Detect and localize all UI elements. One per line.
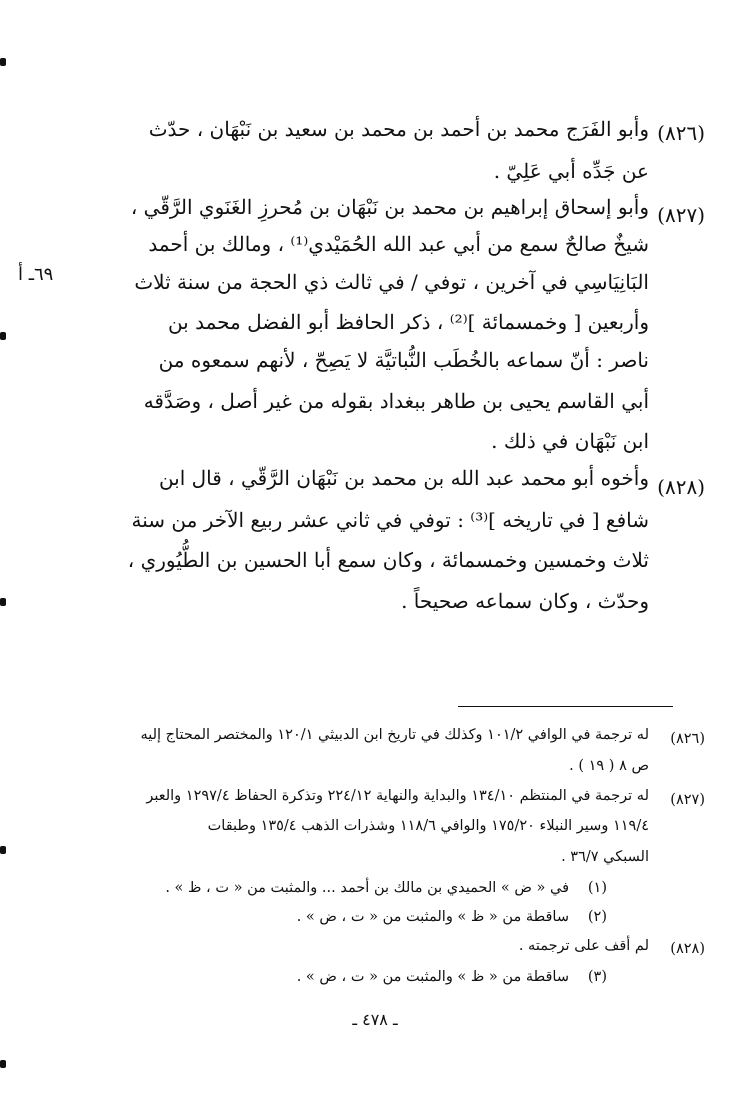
binder-mark bbox=[0, 332, 6, 340]
footnote-line: في « ض » الحميدي بن مالك بن أحمد ... والمثبت من « ت ، ظ » . bbox=[165, 880, 569, 896]
entry-line: البَانِيَاسِي في آخرين ، توفي / في ثالث ذي الحجة من سنة ثلاث bbox=[134, 270, 649, 294]
footnote-number: (٨٢٦) bbox=[670, 731, 705, 747]
entry-line: ابن نَبْهَان في ذلك . bbox=[491, 429, 649, 453]
entry-line: شافع [ في تاريخه ]⁽³⁾ : توفي في ثاني عشر ربيع الآخر من سنة bbox=[131, 508, 649, 532]
entry-line: وأخوه أبو محمد عبد الله بن محمد بن نَبْهَان الرَّقّي ، قال ابن bbox=[158, 466, 649, 490]
footnote-line: ساقطة من « ظ » والمثبت من « ت ، ض » . bbox=[296, 909, 569, 925]
footnote-number: (٢) bbox=[587, 909, 607, 925]
entry-line: عن جَدِّه أبي عَلِيّ . bbox=[493, 159, 649, 183]
binder-mark bbox=[0, 598, 6, 606]
entry-line: ثلاث وخمسين وخمسمائة ، وكان سمع أبا الحسين بن الطُّيُوري ، bbox=[127, 548, 649, 572]
margin-folio-note: ٦٩ـ أ bbox=[18, 264, 54, 285]
footnote-line: ١١٩/٤ وسير النبلاء ١٧٥/٢٠ والوافي ١١٨/٦ وشذرات الذهب ١٣٥/٤ وطبقات bbox=[207, 818, 649, 834]
binder-mark bbox=[0, 1060, 6, 1068]
entry-line: وأربعين [ وخمسمائة ]⁽²⁾ ، ذكر الحافظ أبو الفضل محمد بن bbox=[167, 310, 649, 334]
footnote-line: السبكي ٣٦/٧ . bbox=[561, 849, 649, 865]
footnote-line: ساقطة من « ظ » والمثبت من « ت ، ض » . bbox=[296, 969, 569, 985]
entry-number: (٨٢٧) bbox=[657, 203, 705, 227]
footnote-line: له ترجمة في المنتظم ١٣٤/١٠ والبداية والنهاية ٢٢٤/١٢ وتذكرة الحفاظ ١٢٩٧/٤ والعبر bbox=[146, 788, 649, 804]
entry-line: ناصر : أنّ سماعه بالخُطَب النُّباتيَّة لا يَصِحّ ، لأنهم سمعوه من bbox=[158, 348, 649, 372]
footnote-line: له ترجمة في الوافي ١٠١/٢ وكذلك في تاريخ ابن الدبيثي ١٢٠/١ والمختصر المحتاج إليه bbox=[140, 727, 649, 743]
footnote-line: ص ٨ ( ١٩ ) . bbox=[569, 758, 649, 774]
entry-line: وحدّث ، وكان سماعه صحيحاً . bbox=[401, 589, 649, 613]
footnote-number: (١) bbox=[587, 880, 607, 896]
entry-line: وأبو الفَرَج محمد بن أحمد بن محمد بن سعيد بن نَبْهَان ، حدّث bbox=[148, 117, 649, 141]
footnote-number: (٨٢٨) bbox=[670, 941, 705, 957]
page-number: ـ ٤٧٨ ـ bbox=[352, 1010, 398, 1029]
binder-mark bbox=[0, 58, 6, 66]
footnote-number: (٣) bbox=[587, 969, 607, 985]
entry-line: شيخٌ صالحٌ سمع من أبي عبد الله الحُمَيْدي⁽¹⁾ ، ومالك بن أحمد bbox=[148, 232, 649, 256]
entry-line: أبي القاسم يحيى بن طاهر ببغداد بقوله من غير أصل ، وصَدَّقه bbox=[143, 389, 649, 413]
entry-line: وأبو إسحاق إبراهيم بن محمد بن نَبْهَان بن مُحرزِ الغَنَوي الرَّقّي ، bbox=[130, 195, 649, 219]
footnote-line: لم أقف على ترجمته . bbox=[518, 938, 649, 954]
binder-mark bbox=[0, 846, 6, 854]
footnote-number: (٨٢٧) bbox=[670, 792, 705, 808]
entry-number: (٨٢٦) bbox=[657, 121, 705, 145]
entry-number: (٨٢٨) bbox=[657, 475, 705, 499]
footnote-separator bbox=[458, 706, 673, 707]
